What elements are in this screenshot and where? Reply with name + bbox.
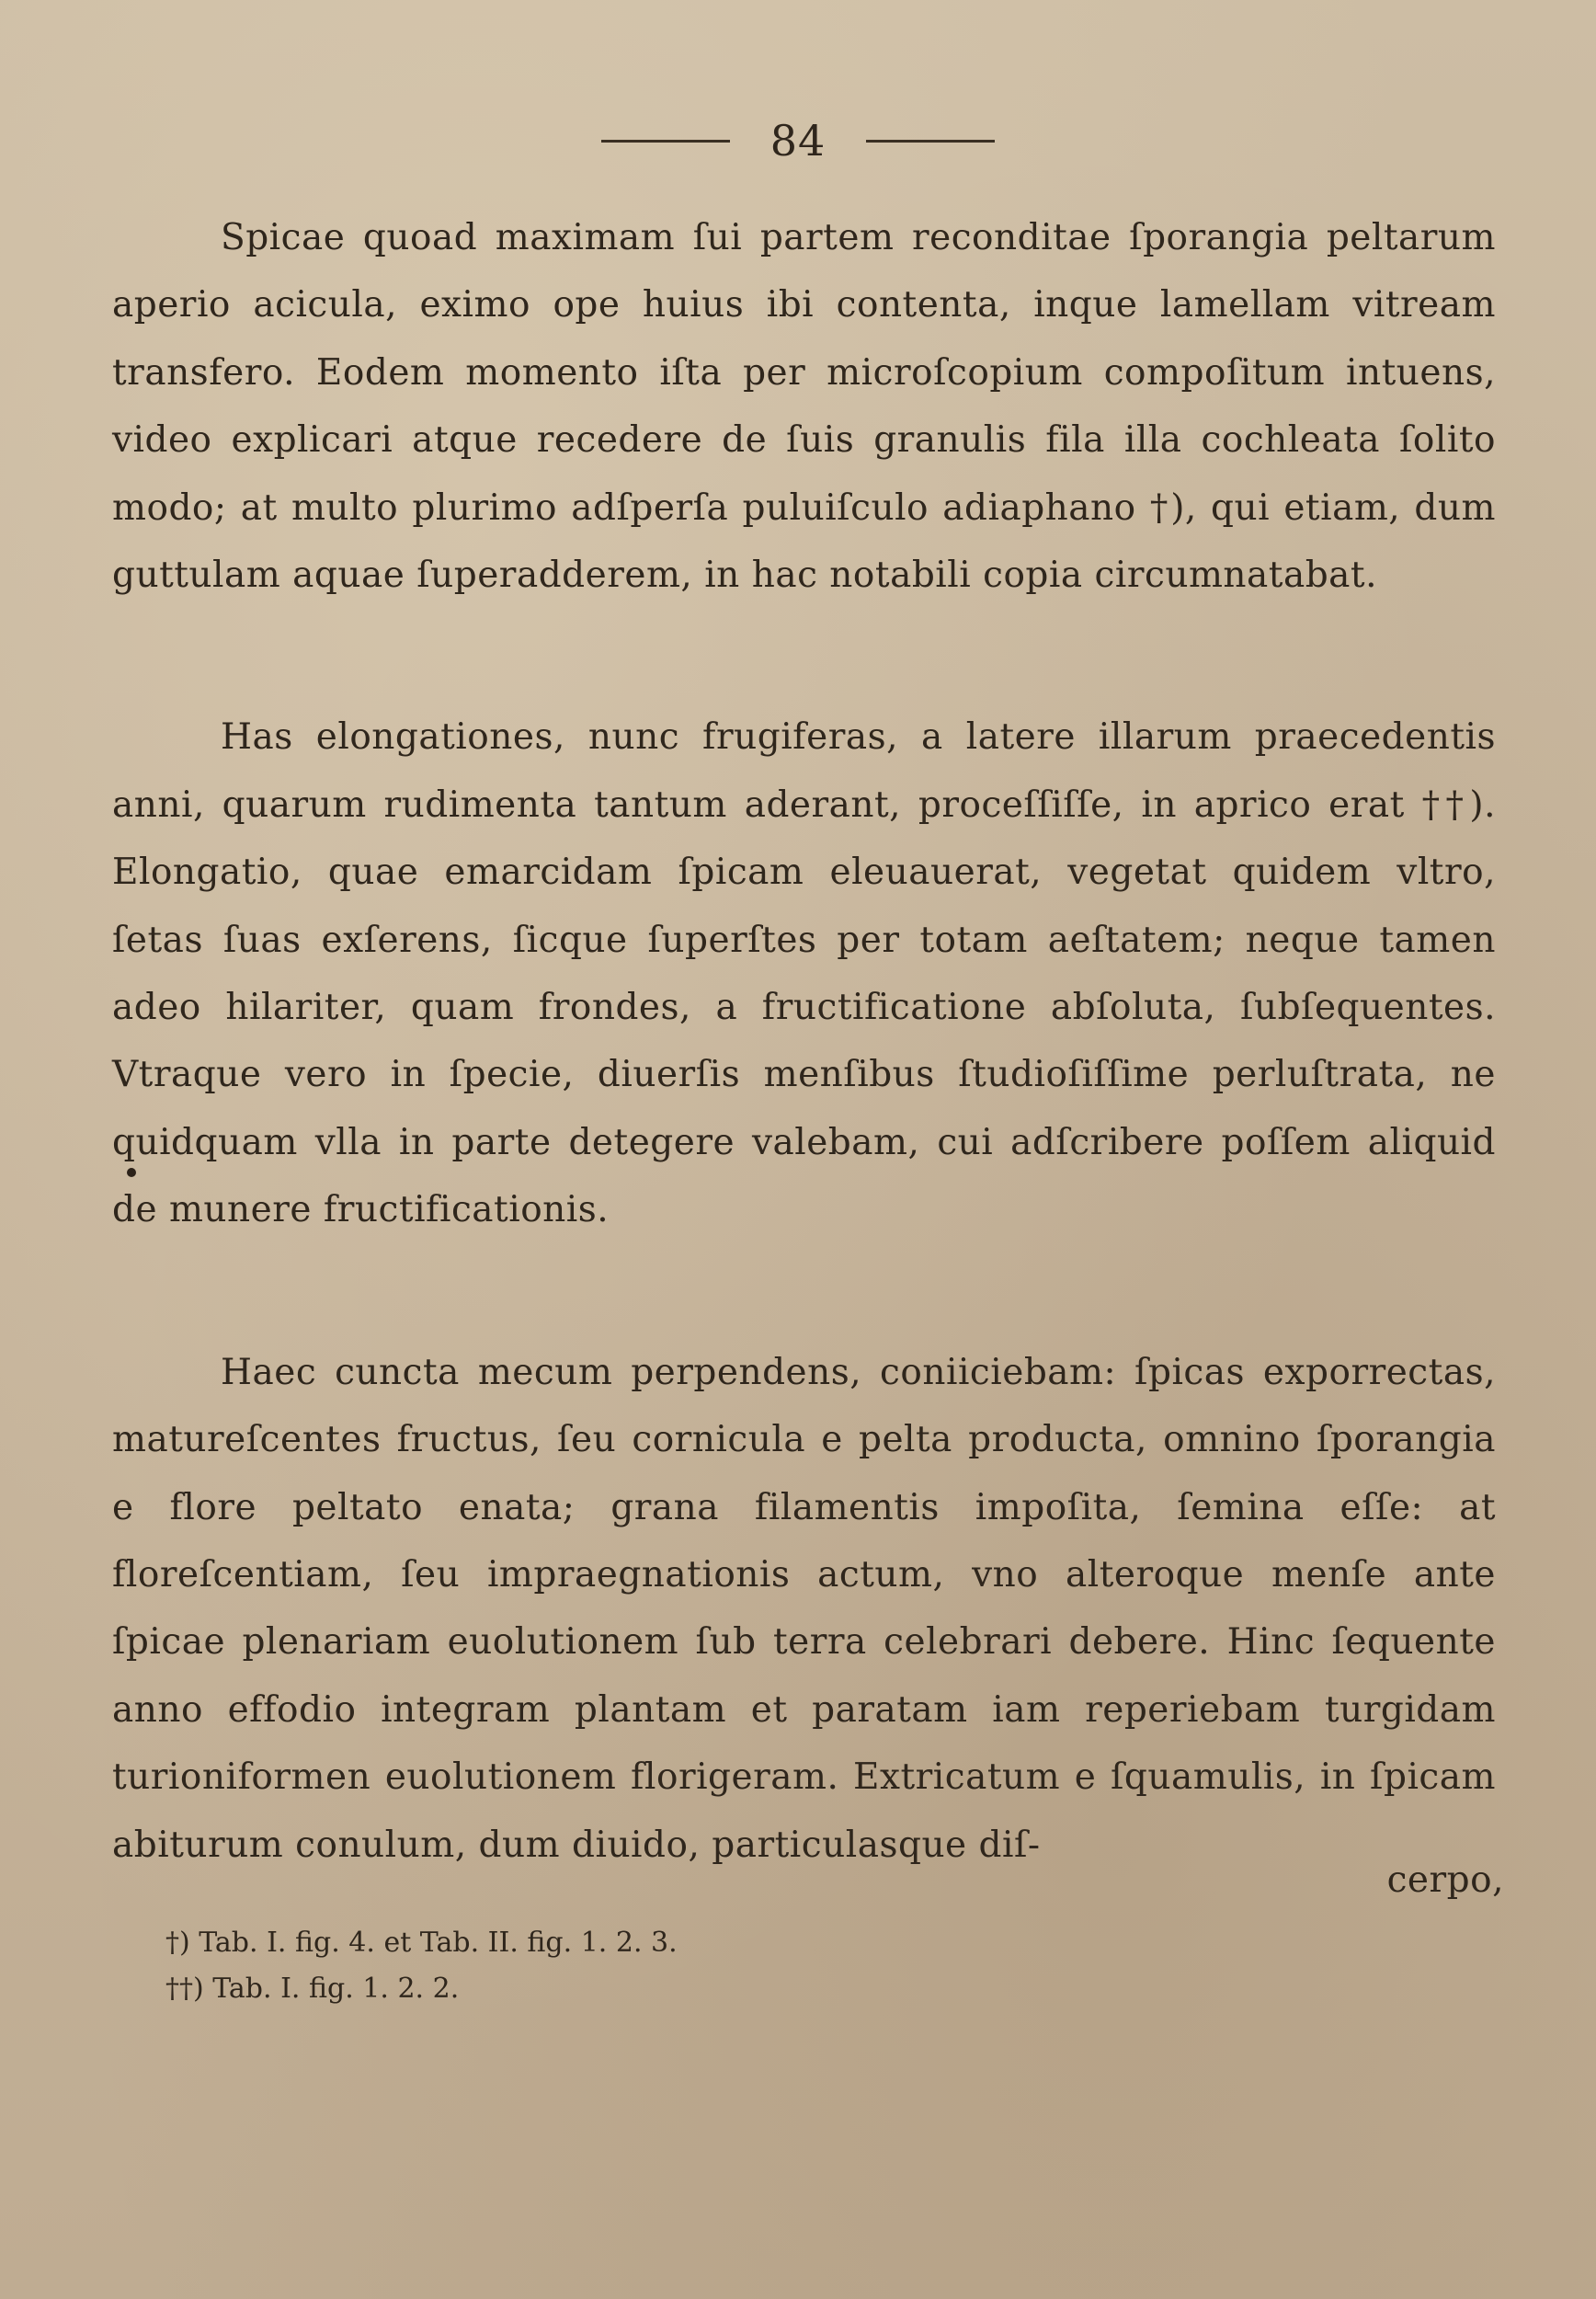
header-rule-left [601, 140, 730, 143]
paragraph-2: Has elongationes, nunc frugiferas, a latere illarum praecedentis anni, quarum rudimenta tantum aderant, proceſſiſſe, in aprico erat ††). Elongatio, quae emarcidam ſpicam eleuauerat, vegetat quidem vltro, ſetas ſuas exſerens, ſicque ſuperſtes per totam aeſtatem; neque tamen adeo hilariter, quam frondes, a fructificatione abſoluta, ſubſequentes. Vtraque vero in ſpecie, diuerſis menſibus ſtudioſiſſime perluſtrata, ne quidquam vlla in parte detegere valebam, cui adſcribere poſſem aliquid de munere fructificationis. [112, 716, 1496, 1231]
paragraph-3: Haec cuncta mecum perpendens, coniiciebam: ſpicas exporrectas, matureſcentes fructus, ſeu cornicula e pelta producta, omnino ſporangia e flore peltato enata; grana filamentis impoſita, ſemina eſſe: at floreſcentiam, ſeu impraegnationis actum, vno alteroque menſe ante ſpicae plenariam euolutionem ſub terra celebrari debere. Hinc ſequente anno effodio integram plantam et paratam iam reperiebam turgidam turioniformen euolutionem florigeram. Extricatum e ſquamulis, in ſpicam abiturum conulum, dum diuido, particulasque diſ- [112, 1351, 1496, 1866]
catchword: cerpo, [1386, 1859, 1504, 1901]
body-text [112, 204, 1496, 1879]
page-header [0, 116, 1596, 166]
footnotes [165, 1920, 678, 2012]
paragraph-1: Spicae quoad maximam ſui partem reconditae ſporangia peltarum aperio acicula, eximo ope huius ibi contenta, inque lamellam vitream transfero. Eodem momento iſta per microſcopium compoſitum intuens, video explicari atque recedere de ſuis granulis fila illa cochleata ſolito modo; at multo plurimo adſperſa puluiſculo adiaphano †), qui etiam, dum guttulam aquae ſuperadderem, in hac notabili copia circumnatabat. [112, 217, 1496, 597]
page-number: 84 [770, 116, 826, 166]
footnote-2: ††) Tab. I. fig. 1. 2. 2. [165, 1973, 460, 2005]
ink-speck [127, 1168, 136, 1177]
footnote-1: †) Tab. I. fig. 4. et Tab. II. fig. 1. 2. 3. [165, 1927, 678, 1959]
header-rule-right [866, 140, 995, 143]
